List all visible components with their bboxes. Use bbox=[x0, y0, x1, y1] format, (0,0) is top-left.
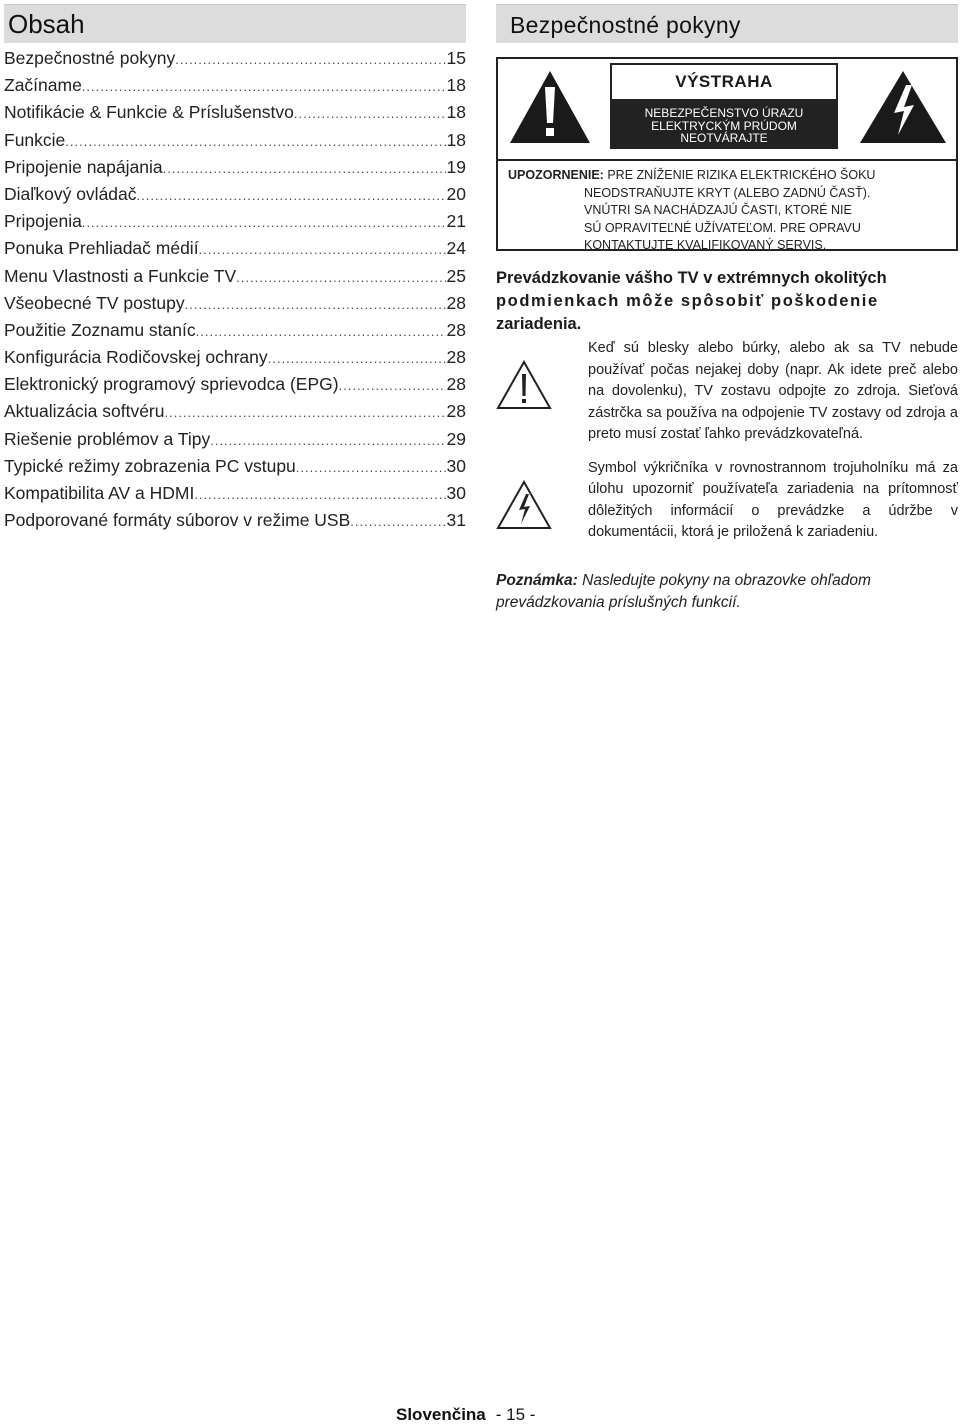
toc-item[interactable] bbox=[4, 235, 466, 262]
toc-leader-dots bbox=[294, 100, 446, 127]
caution-label: UPOZORNENIE: bbox=[508, 168, 604, 182]
title-line: podmienkach môže spôsobiť poškodenie bbox=[496, 292, 879, 310]
toc-item-page: 31 bbox=[446, 510, 466, 531]
toc-leader-dots bbox=[165, 399, 446, 426]
toc-item-title: Typické režimy zobrazenia PC vstupu bbox=[4, 455, 296, 476]
toc-item-page: 18 bbox=[446, 102, 466, 123]
toc-leader-dots bbox=[82, 73, 446, 100]
toc-item-page: 28 bbox=[446, 347, 466, 368]
toc-item-page: 25 bbox=[446, 265, 466, 286]
toc-leader-dots bbox=[339, 372, 446, 399]
lightning-triangle-icon bbox=[858, 69, 948, 145]
toc-leader-dots bbox=[163, 155, 446, 182]
toc-leader-dots bbox=[350, 508, 445, 535]
toc-item-page: 28 bbox=[446, 319, 466, 340]
toc-item-title: Riešenie problémov a Tipy bbox=[4, 428, 211, 449]
toc-item-title: Kompatibilita AV a HDMI bbox=[4, 483, 195, 503]
lightning-outline-triangle-icon bbox=[496, 480, 552, 530]
caution-line: KONTAKTUJTE KVALIFIKOVANÝ SERVIS. bbox=[584, 238, 827, 252]
toc-leader-dots bbox=[296, 454, 446, 481]
toc-item-title: Konfigurácia Rodičovskej ochrany bbox=[4, 347, 268, 368]
toc-leader-dots bbox=[199, 236, 446, 263]
toc-item[interactable] bbox=[4, 290, 466, 317]
toc-item[interactable] bbox=[4, 127, 466, 154]
toc-item-page: 24 bbox=[446, 238, 466, 259]
toc-item[interactable] bbox=[4, 45, 466, 72]
toc-item-title: Diaľkový ovládač bbox=[4, 183, 137, 204]
section-heading: Bezpečnostné pokyny bbox=[496, 4, 958, 43]
toc-item-title: Podporované formáty súborov v režime USB bbox=[4, 510, 351, 531]
caution-line: SÚ OPRAVITEĽNÉ UŽÍVATEĽOM. PRE OPRAVU bbox=[584, 220, 861, 235]
storm-paragraph: Keď sú blesky alebo búrky, alebo ak sa TV nebude používať počas nejakej doby (napr. Ak idete preč alebo na dovolenku), TV zostavu odpojte zo zdroja. Sieťová zástrčka sa používa na odpojenie TV zostavy od zdroja a preto musí zostať ľahko prevádzkovateľná. bbox=[588, 340, 958, 442]
exclamation-outline-triangle-icon bbox=[496, 360, 552, 410]
toc-item-title: Bezpečnostné pokyny bbox=[4, 48, 176, 68]
toc-heading: Obsah bbox=[4, 4, 466, 43]
toc-item[interactable] bbox=[4, 317, 466, 344]
title-line: Prevádzkovanie vášho TV v extrémnych okolitých bbox=[496, 269, 887, 287]
toc-leader-dots bbox=[236, 264, 445, 291]
warning-title: VÝSTRAHA bbox=[675, 72, 773, 91]
footer-language: Slovenčina bbox=[396, 1405, 486, 1424]
storm-note bbox=[496, 338, 958, 446]
toc-item-title: Elektronický programový sprievodca (EPG) bbox=[4, 374, 339, 395]
warning-dark-band bbox=[612, 99, 836, 147]
toc-item-page: 15 bbox=[446, 48, 466, 68]
toc-item-title: Začíname bbox=[4, 75, 82, 96]
warning-line: NEBEZPEČENSTVO ÚRAZU bbox=[644, 106, 804, 120]
toc-item-page: 28 bbox=[446, 401, 466, 422]
toc-leader-dots bbox=[65, 128, 445, 155]
toc-item[interactable] bbox=[4, 480, 466, 507]
toc-item-title: Použitie Zoznamu staníc bbox=[4, 319, 196, 340]
warning-line: NEOTVÁRAJTE bbox=[680, 131, 768, 145]
toc-item-title: Ponuka Prehliadač médií bbox=[4, 238, 199, 259]
toc-item[interactable] bbox=[4, 72, 466, 99]
title-line: zariadenia. bbox=[496, 315, 582, 333]
toc-item[interactable] bbox=[4, 154, 466, 181]
exclamation-triangle-icon bbox=[508, 69, 592, 145]
toc-item-title: Notifikácie & Funkcie & Príslušenstvo bbox=[4, 102, 294, 123]
warning-label bbox=[610, 63, 838, 149]
toc-item-page: 28 bbox=[446, 374, 466, 395]
caution-line: NEODSTRAŇUJTE KRYT (ALEBO ZADNÚ ČASŤ). bbox=[584, 185, 871, 200]
toc-item[interactable] bbox=[4, 426, 466, 453]
toc-item-title: Menu Vlastnosti a Funkcie TV bbox=[4, 265, 237, 286]
caution-line: PRE ZNÍŽENIE RIZIKA ELEKTRICKÉHO ŠOKU bbox=[607, 168, 876, 182]
toc-item-title: Funkcie bbox=[4, 129, 66, 150]
caution-line: VNÚTRI SA NACHÁDZAJÚ ČASTI, KTORÉ NIE bbox=[584, 203, 852, 217]
note-text: Nasledujte pokyny na obrazovke ohľadom prevádzkovania príslušných funkcií. bbox=[496, 571, 871, 611]
toc-item-title: Všeobecné TV postupy bbox=[4, 292, 185, 313]
toc-leader-dots bbox=[82, 209, 446, 236]
toc-item-title: Pripojenia bbox=[4, 211, 82, 232]
symbol-note bbox=[496, 458, 958, 544]
caution-text bbox=[508, 167, 950, 255]
page-footer bbox=[396, 1405, 535, 1425]
extreme-conditions-title bbox=[496, 267, 958, 336]
toc-leader-dots bbox=[268, 345, 446, 372]
warning-divider bbox=[498, 159, 956, 161]
toc-leader-dots bbox=[175, 46, 445, 73]
toc-item[interactable] bbox=[4, 344, 466, 371]
toc-item[interactable] bbox=[4, 181, 466, 208]
warning-box bbox=[496, 57, 958, 251]
toc-item[interactable] bbox=[4, 453, 466, 480]
symbol-paragraph: Symbol výkričníka v rovnostrannom trojuholníku má za úlohu upozorniť používateľa zariadenia na prítomnosť dôležitých informácií o prevádzke a údržbe v dokumentácii, ktorá je priložená k zariadeniu. bbox=[588, 459, 958, 540]
footer-page-number: - 15 - bbox=[495, 1405, 536, 1424]
toc-item[interactable] bbox=[4, 371, 466, 398]
toc-item[interactable] bbox=[4, 398, 466, 425]
toc-leader-dots bbox=[196, 318, 446, 345]
toc-leader-dots bbox=[185, 291, 446, 318]
toc-item[interactable] bbox=[4, 507, 466, 534]
toc-item[interactable] bbox=[4, 99, 466, 126]
toc-item-page: 18 bbox=[446, 129, 466, 150]
warning-line: ELEKTRYCKÝM PRÚDOM bbox=[651, 118, 797, 133]
toc-item-page: 30 bbox=[446, 455, 466, 476]
toc-list bbox=[4, 45, 466, 534]
note-label: Poznámka: bbox=[496, 571, 578, 589]
toc-item-page: 21 bbox=[446, 211, 466, 232]
toc-item-title: Aktualizácia softvéru bbox=[4, 401, 165, 422]
toc-item-page: 19 bbox=[446, 156, 466, 177]
toc-item[interactable] bbox=[4, 208, 466, 235]
table-of-contents bbox=[4, 4, 466, 534]
toc-item-page: 28 bbox=[446, 292, 466, 313]
toc-leader-dots bbox=[210, 427, 445, 454]
note bbox=[496, 570, 958, 614]
toc-item-page: 30 bbox=[446, 483, 466, 503]
safety-section bbox=[496, 4, 958, 614]
toc-item[interactable] bbox=[4, 263, 466, 290]
toc-leader-dots bbox=[194, 481, 445, 508]
toc-item-page: 29 bbox=[446, 428, 466, 449]
toc-leader-dots bbox=[137, 182, 446, 209]
toc-item-page: 18 bbox=[446, 75, 466, 96]
toc-item-page: 20 bbox=[446, 183, 466, 204]
toc-item-title: Pripojenie napájania bbox=[4, 156, 163, 177]
